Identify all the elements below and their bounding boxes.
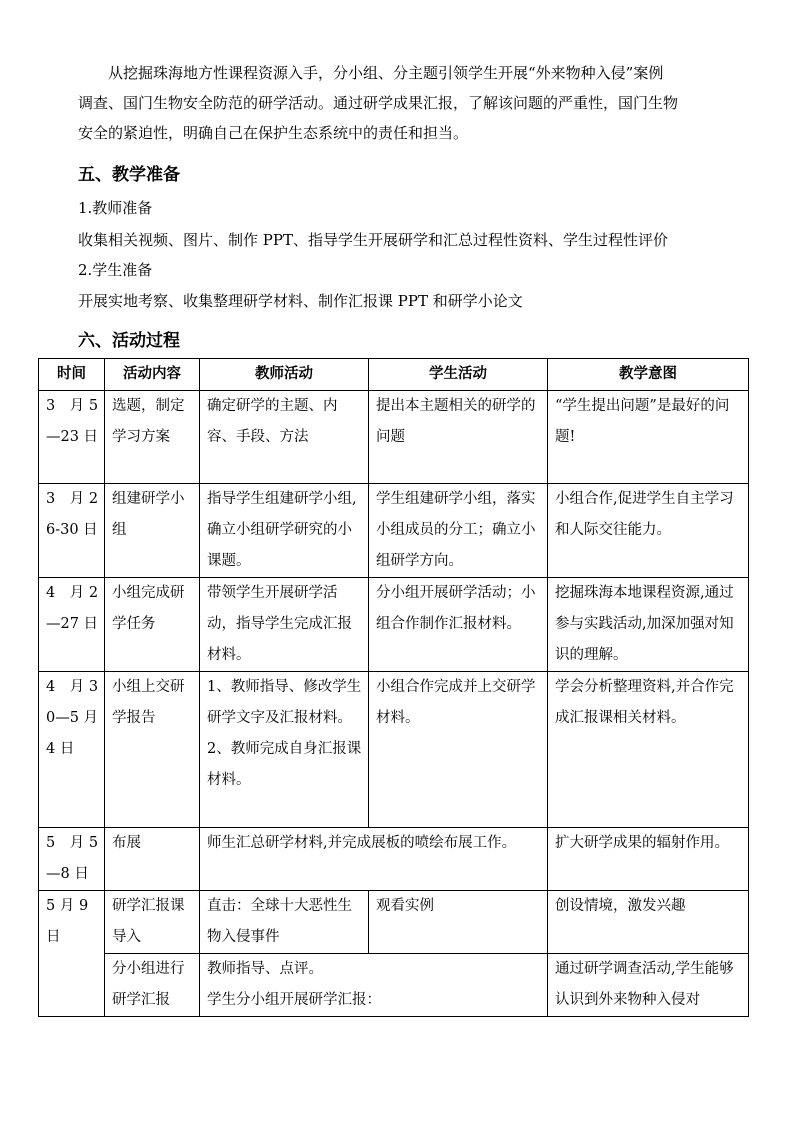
intro-paragraph bbox=[78, 58, 738, 148]
teacher-prep-subheading: 1.教师准备 bbox=[78, 199, 153, 217]
cell-time: 5 月 9 日 bbox=[39, 891, 105, 1017]
header-intent: 教学意图 bbox=[548, 359, 749, 391]
cell-time: 5 月 5—8 日 bbox=[39, 828, 105, 891]
cell-content: 小组完成研学任务 bbox=[105, 578, 200, 672]
cell-intent bbox=[548, 954, 749, 1017]
student-prep-subheading: 2.学生准备 bbox=[78, 261, 153, 279]
cell-merged-activity bbox=[200, 954, 548, 1017]
table-row bbox=[39, 578, 749, 672]
cell-content: 研学汇报课导入 bbox=[105, 891, 200, 954]
cell-intent: 挖掘珠海本地课程资源,通过参与实践活动,加深加强对知识的理解。 bbox=[548, 578, 749, 672]
intro-line: 从挖掘珠海地方性课程资源入手，分小组、分主题引领学生开展“外来物种入侵”案例 bbox=[108, 64, 664, 82]
header-content: 活动内容 bbox=[105, 359, 200, 391]
cell-teacher: 直击：全球十大恶性生物入侵事件 bbox=[200, 891, 369, 954]
cell-student: 观看实例 bbox=[369, 891, 548, 954]
section-6-heading: 六、活动过程 bbox=[78, 331, 180, 351]
teacher-guidance: 教师指导、点评。 bbox=[207, 961, 323, 977]
section-5-heading: 五、教学准备 bbox=[78, 165, 180, 185]
intent-text: 通过研学调查活动,学生能够认识到外来物种入侵对 bbox=[555, 961, 734, 1008]
table-header-row bbox=[39, 359, 749, 391]
cell-content: 组建研学小组 bbox=[105, 484, 200, 578]
cell-content: 分小组进行研学汇报 bbox=[105, 954, 200, 1017]
activity-table bbox=[38, 358, 749, 1017]
student-report: 学生分小组开展研学汇报： bbox=[207, 992, 381, 1008]
intro-line: 调查、国门生物安全防范的研学活动。通过研学成果汇报，了解该问题的严重性，国门生物 bbox=[78, 94, 679, 112]
cell-teacher bbox=[200, 672, 369, 828]
cell-intent: “学生提出问题”是最好的问题! bbox=[548, 391, 749, 484]
cell-intent: 创设情境，激发兴趣 bbox=[548, 891, 749, 954]
cell-time: 4 月 2—27 日 bbox=[39, 578, 105, 672]
cell-teacher: 确定研学的主题、内容、手段、方法 bbox=[200, 391, 369, 484]
table-row bbox=[39, 672, 749, 828]
cell-time: 3 月 26-30 日 bbox=[39, 484, 105, 578]
table-row bbox=[39, 391, 749, 484]
cell-time: 4 月 30—5 月 4 日 bbox=[39, 672, 105, 828]
teacher-step-2: 2、教师完成自身汇报课材料。 bbox=[207, 741, 362, 788]
cell-content: 选题，制定学习方案 bbox=[105, 391, 200, 484]
cell-student: 学生组建研学小组，落实小组成员的分工；确立小组研学方向。 bbox=[369, 484, 548, 578]
cell-student: 提出本主题相关的研学的问题 bbox=[369, 391, 548, 484]
cell-content: 布展 bbox=[105, 828, 200, 891]
cell-intent: 学会分析整理资料,并合作完成汇报课相关材料。 bbox=[548, 672, 749, 828]
cell-content: 小组上交研学报告 bbox=[105, 672, 200, 828]
header-student: 学生活动 bbox=[369, 359, 548, 391]
cell-teacher: 带领学生开展研学活动，指导学生完成汇报材料。 bbox=[200, 578, 369, 672]
teacher-step-1: 1、教师指导、修改学生研学文字及汇报材料。 bbox=[207, 679, 362, 726]
cell-merged-activity: 师生汇总研学材料,并完成展板的喷绘布展工作。 bbox=[200, 828, 548, 891]
cell-student: 小组合作完成并上交研学材料。 bbox=[369, 672, 548, 828]
header-teacher: 教师活动 bbox=[200, 359, 369, 391]
table-row bbox=[39, 828, 749, 891]
cell-student: 分小组开展研学活动；小组合作制作汇报材料。 bbox=[369, 578, 548, 672]
table-row bbox=[39, 954, 749, 1017]
cell-teacher: 指导学生组建研学小组,确立小组研学研究的小课题。 bbox=[200, 484, 369, 578]
cell-intent: 扩大研学成果的辐射作用。 bbox=[548, 828, 749, 891]
intro-line: 安全的紧迫性，明确自己在保护生态系统中的责任和担当。 bbox=[78, 124, 469, 142]
cell-intent: 小组合作,促进学生自主学习和人际交往能力。 bbox=[548, 484, 749, 578]
header-time: 时间 bbox=[39, 359, 105, 391]
table-row bbox=[39, 484, 749, 578]
student-prep-text: 开展实地考察、收集整理研学材料、制作汇报课 PPT 和研学小论文 bbox=[78, 292, 523, 310]
table-row bbox=[39, 891, 749, 954]
cell-time: 3 月 5—23 日 bbox=[39, 391, 105, 484]
teacher-prep-text: 收集相关视频、图片、制作 PPT、指导学生开展研学和汇总过程性资料、学生过程性评价 bbox=[78, 231, 668, 249]
